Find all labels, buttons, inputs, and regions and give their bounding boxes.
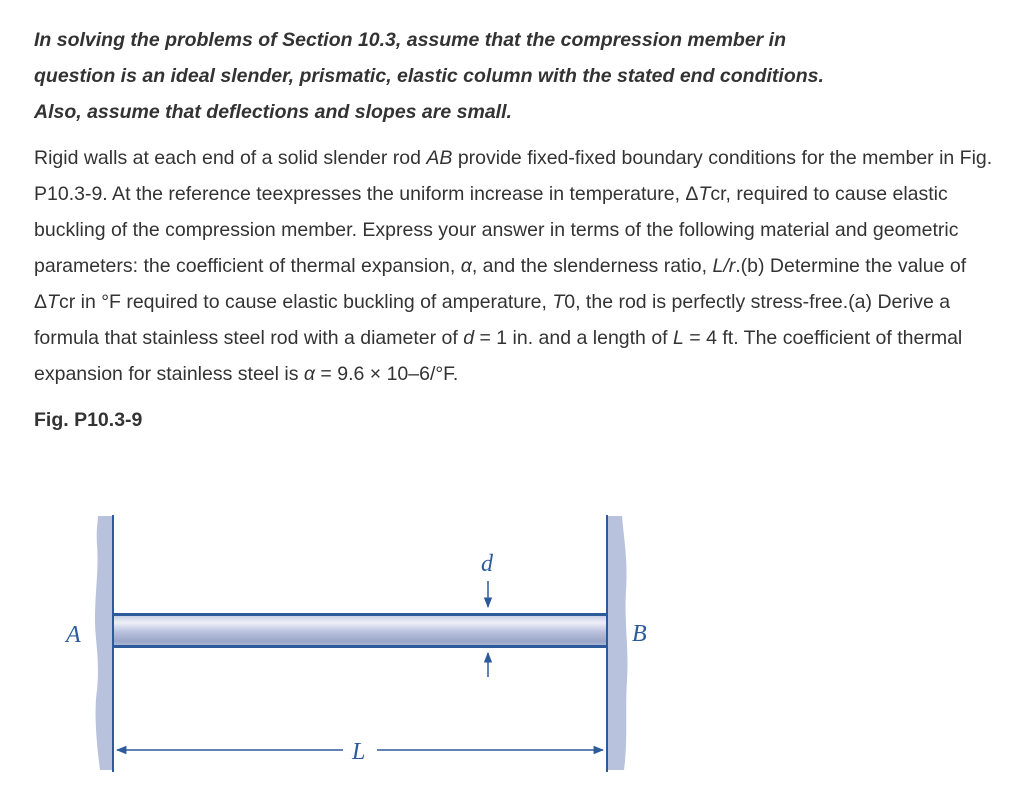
- problem-content: [34, 22, 1009, 438]
- problem-text: 0, the rod is perfectly stress-free.(a) Derive a formula that stainless steel rod with a diameter of: [34, 291, 951, 349]
- diameter-symbol: d: [463, 327, 475, 349]
- problem-text: = 1 in. and a length of: [474, 327, 674, 349]
- instructions-line-2: question is an ideal slender, prismatic, elastic column with the stated end conditions.: [34, 65, 824, 87]
- left-wall: [95, 515, 113, 772]
- problem-statement: [34, 140, 1009, 392]
- temperature-symbol: T: [698, 183, 711, 205]
- problem-text: , and the slenderness ratio,: [471, 255, 713, 277]
- right-wall: [607, 515, 627, 772]
- label-l: L: [352, 739, 366, 765]
- label-b: B: [632, 621, 647, 647]
- problem-text: provide fixed-fixed boundary conditions for the member in Fig. P10.3-9. At the reference teexpresses the uniform increase in temperature, Δ: [34, 147, 993, 205]
- alpha-symbol: α: [460, 255, 472, 277]
- problem-text: = 4 ft. The coefficient of thermal expansion for stainless steel is: [34, 327, 963, 385]
- diameter-dimension: [481, 551, 494, 677]
- problem-text: cr, required to cause elastic buckling of the compression member. Express your answer in terms of the following material and geometric parameters: the coefficient of thermal expansion,: [34, 183, 959, 277]
- problem-text: cr in °F required to cause elastic buckling of amperature,: [58, 291, 553, 313]
- alpha-symbol: α: [303, 363, 316, 385]
- reference-temperature-symbol: T: [552, 291, 565, 313]
- length-dimension: [117, 739, 603, 765]
- figure-caption: Fig. P10.3-9: [34, 409, 143, 431]
- problem-text: .(b) Determine the value of Δ: [34, 255, 967, 313]
- section-instructions: [34, 22, 1009, 130]
- label-d: d: [481, 551, 493, 577]
- problem-text: Rigid walls at each end of a solid slender rod: [34, 147, 427, 169]
- rod-name: AB: [426, 147, 453, 169]
- length-symbol: L: [673, 327, 684, 349]
- label-a: A: [66, 622, 81, 648]
- problem-text: = 9.6 × 10–6/°F.: [315, 363, 459, 385]
- slenderness-symbol: L/r: [712, 255, 736, 277]
- instructions-line-3: Also, assume that deflections and slopes are small.: [34, 101, 512, 123]
- temperature-symbol: T: [47, 291, 59, 313]
- rod-ab: [114, 615, 606, 647]
- instructions-line-1: In solving the problems of Section 10.3, assume that the compression member in: [34, 29, 787, 51]
